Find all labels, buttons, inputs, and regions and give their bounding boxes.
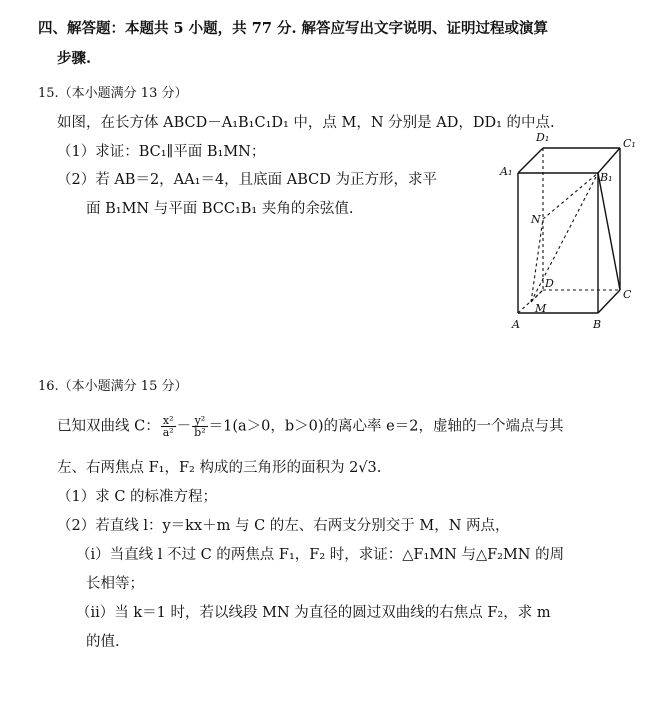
problem16-part2-i-line2: 长相等； xyxy=(86,576,144,592)
fraction-x2-a2 xyxy=(161,415,176,438)
label-A1: A₁ xyxy=(500,165,513,178)
label-C: C xyxy=(623,288,632,301)
problem16-intro xyxy=(57,415,563,438)
problem15-part2-line1: （2）若 AB＝2，AA₁＝4，且底面 ABCD 为正方形，求平 xyxy=(57,172,438,188)
label-M: M xyxy=(535,302,547,315)
frac1-denominator: a² xyxy=(162,426,174,439)
problem16-part2: （2）若直线 l：y＝kx＋m 与 C 的左、右两支分别交于 M，N 两点， xyxy=(57,518,510,534)
problem15-part2-line2: 面 B₁MN 与平面 BCC₁B₁ 夹角的余弦值. xyxy=(86,201,354,217)
problem15-part1: （1）求证：BC₁∥平面 B₁MN； xyxy=(57,144,266,160)
problem16-part2-ii-line1: （ii）当 k＝1 时，若以线段 MN 为直径的圆过双曲线的右焦点 F₂，求 m xyxy=(76,605,551,621)
label-C1: C₁ xyxy=(623,137,636,150)
problem15-title: 15.（本小题满分 13 分） xyxy=(38,86,188,101)
problem16-intro-suffix: ＝1(a＞0，b＞0)的离心率 e＝2，虚轴的一个端点与其 xyxy=(208,418,564,435)
label-B1: B₁ xyxy=(600,171,613,184)
problem16-intro-line2: 左、右两焦点 F₁，F₂ 构成的三角形的面积为 2√3. xyxy=(57,460,382,476)
problem15-intro: 如图，在长方体 ABCD－A₁B₁C₁D₁ 中，点 M，N 分别是 AD，DD₁ 的中点. xyxy=(57,115,555,131)
problem16-title: 16.（本小题满分 15 分） xyxy=(38,379,188,394)
label-D: D xyxy=(545,277,554,290)
frac1-numerator: x² xyxy=(161,415,176,427)
problem16-part2-i-line1: （i）当直线 l 不过 C 的两焦点 F₁，F₂ 时，求证：△F₁MN 与△F₂MN 的周 xyxy=(76,547,565,563)
fraction-y2-b2 xyxy=(192,415,207,438)
cuboid-figure xyxy=(498,125,648,340)
label-N: N xyxy=(531,213,541,226)
frac2-denominator: b² xyxy=(194,426,206,439)
problem16-part1: （1）求 C 的标准方程； xyxy=(57,489,218,505)
problem16-part2-ii-line2: 的值. xyxy=(86,634,120,650)
label-D1: D₁ xyxy=(536,131,550,144)
section-header-line2: 步骤. xyxy=(57,50,92,67)
minus-sign: － xyxy=(176,418,192,435)
frac2-numerator: y² xyxy=(192,415,207,427)
problem16-intro-prefix: 已知双曲线 C： xyxy=(57,418,160,435)
section-header-line1: 四、解答题：本题共 5 小题，共 77 分. 解答应写出文字说明、证明过程或演算 xyxy=(38,20,549,37)
label-B: B xyxy=(593,318,602,331)
label-A: A xyxy=(512,318,520,331)
